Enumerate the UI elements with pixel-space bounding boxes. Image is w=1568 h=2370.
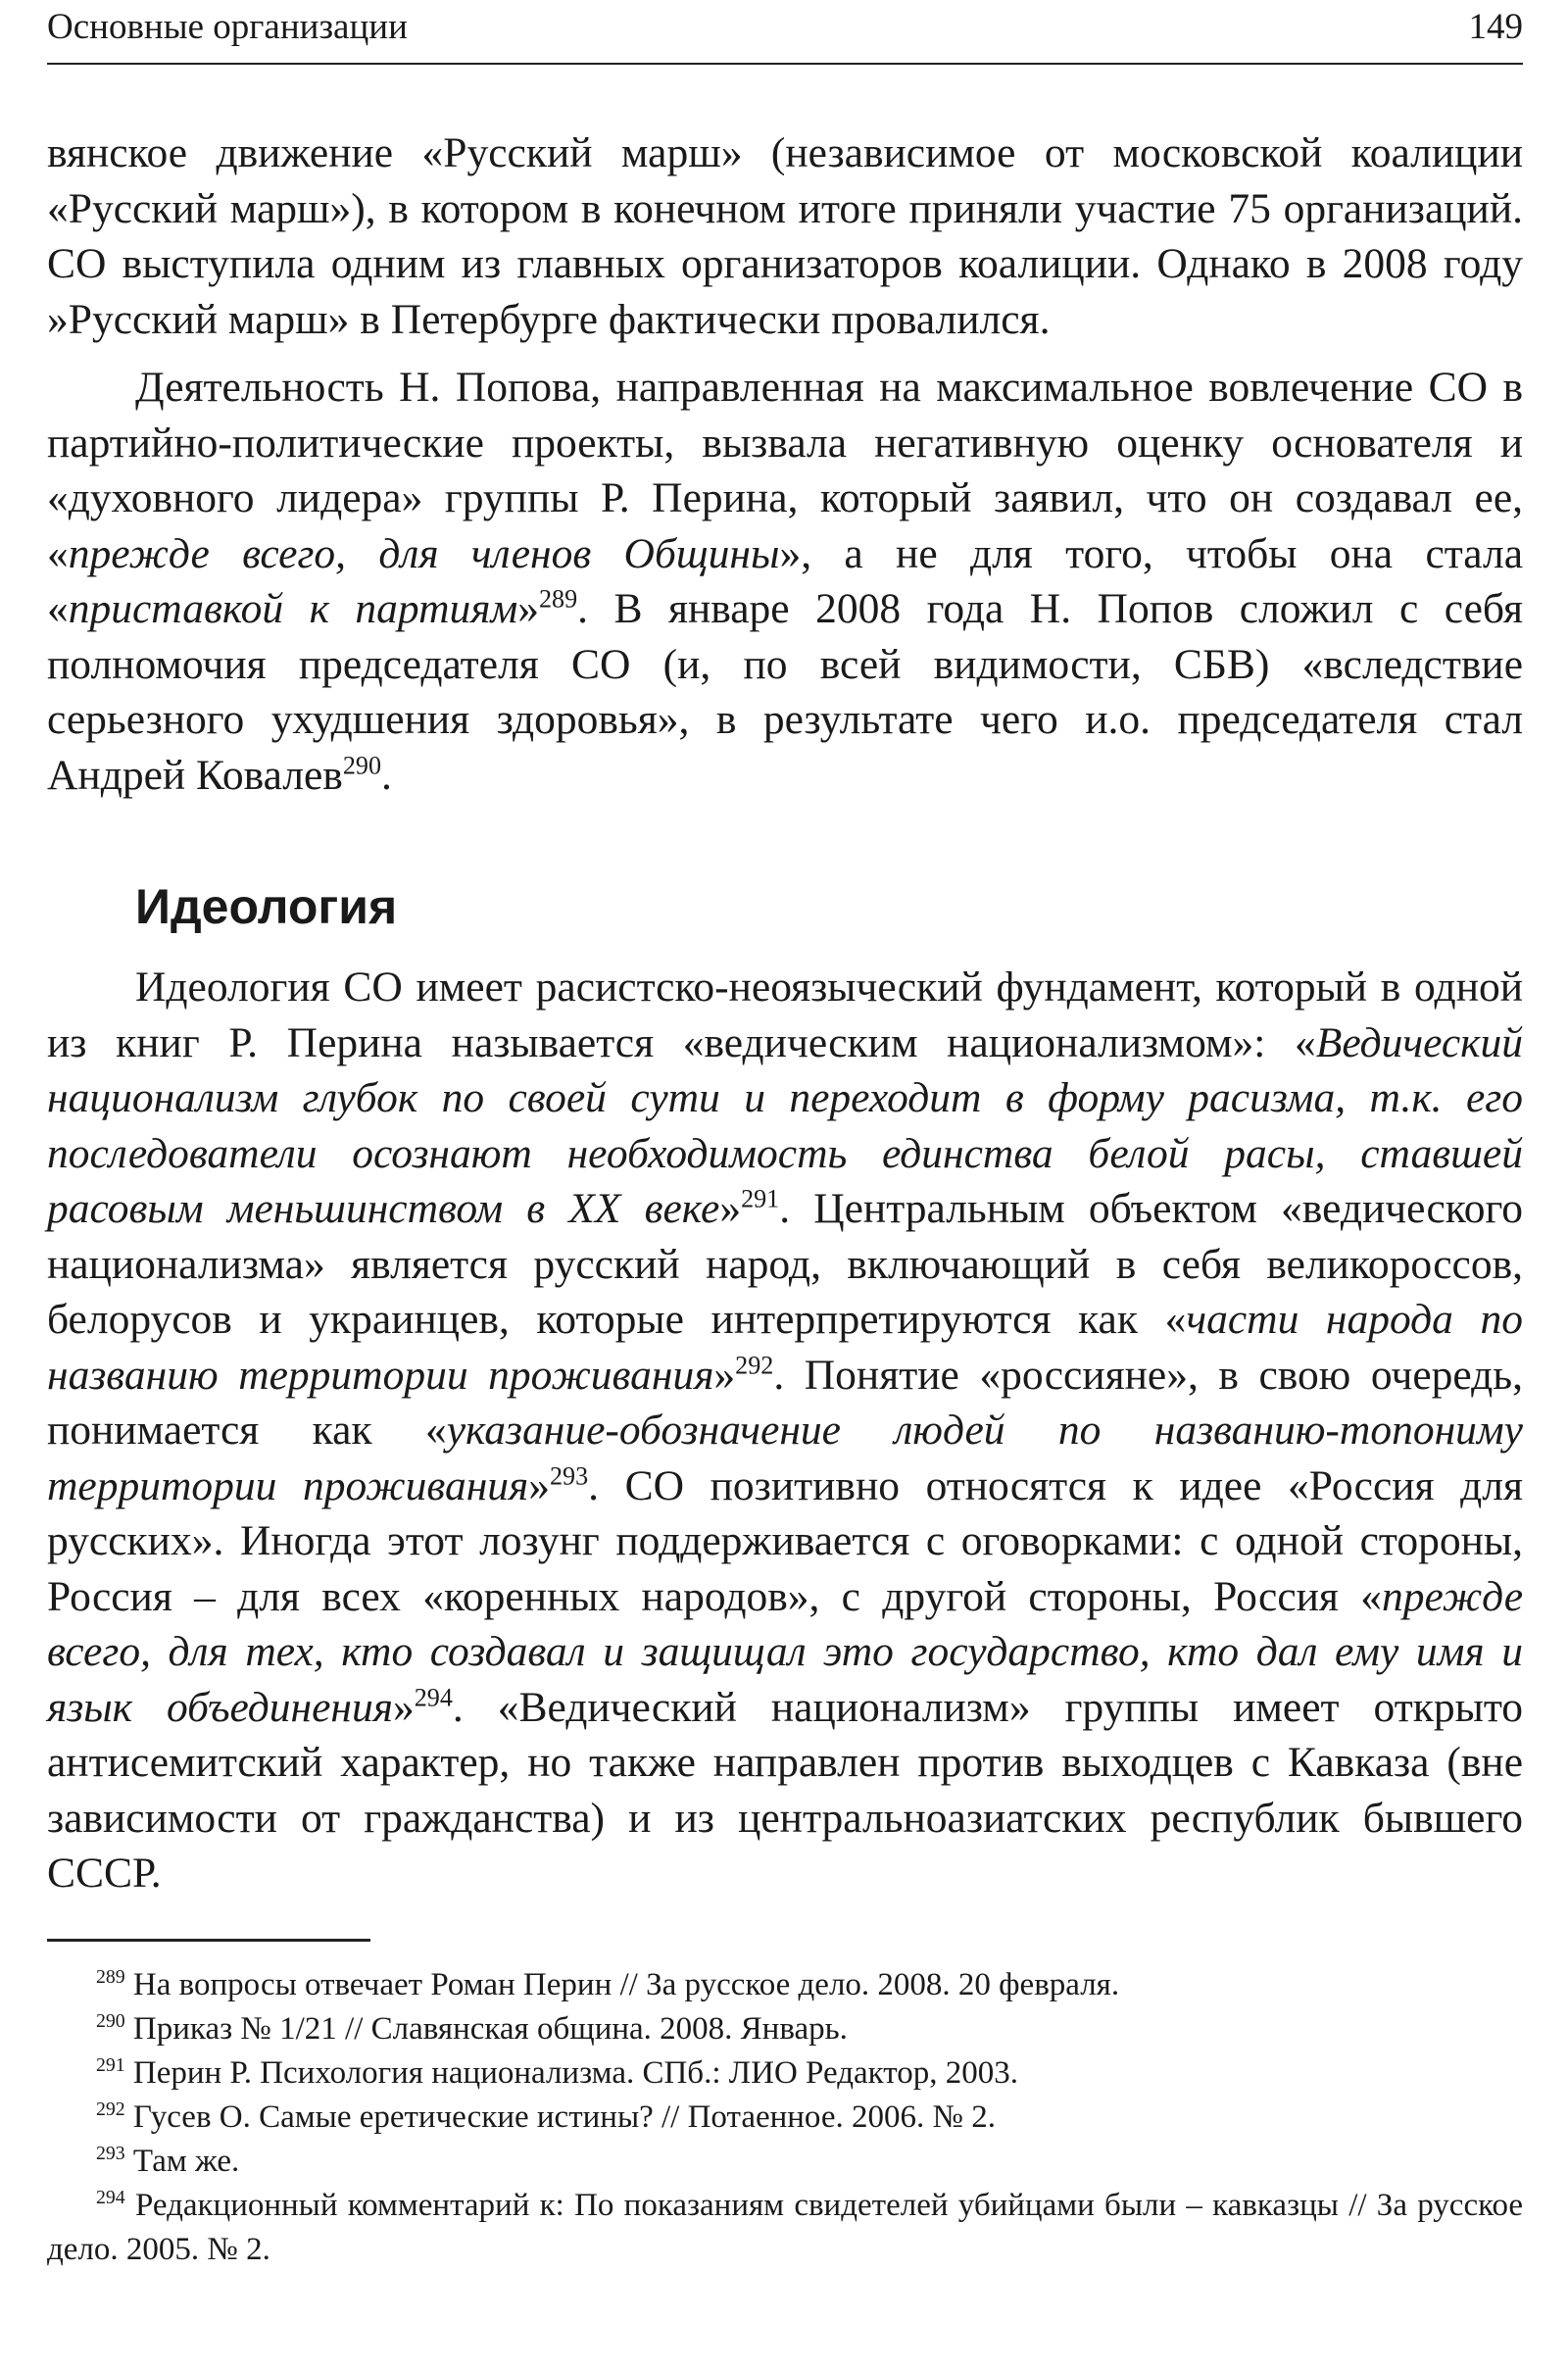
running-title: Основные организации	[47, 7, 408, 47]
footnote-number: 289	[96, 1965, 125, 1988]
footnote-number: 293	[96, 2142, 125, 2164]
italic-quote: указание-обозначение людей по названию-топониму территории проживания	[47, 1407, 1523, 1509]
footnote	[47, 1963, 1523, 2007]
footnote	[47, 2096, 1523, 2140]
text-run: Идеология СО имеет расистско-неоязыческий фундамент, который в одной из книг Р. Перина называется «ведическим национализмом»: «	[47, 963, 1523, 1066]
footnote-ref: 289	[538, 584, 578, 614]
footnote-text: Редакционный комментарий к: По показаниям свидетелей убийцами были – кавказцы // За русское дело. 2005. № 2.	[47, 2187, 1524, 2267]
text-run: .	[381, 751, 392, 799]
italic-quote: Ведический национализм глубок по своей сути и переходит в форму расизма, т.к. его последователи осознают необходимость единства белой расы, ставшей расовым меньшинством в XX веке	[47, 1018, 1523, 1232]
footnote	[47, 2051, 1523, 2096]
text-run: », а не для того, чтобы она стала «	[47, 529, 1523, 632]
text-run: »	[719, 1185, 742, 1232]
page-number: 149	[1468, 7, 1523, 47]
text-run: . СО позитивно относятся к идее «Россия для русских». Иногда этот лозунг поддерживается с оговорками: с одной стороны, Россия – для всех «коренных народов», с другой стороны, Россия «	[47, 1461, 1523, 1620]
italic-quote: приставкой к партиям	[68, 585, 518, 632]
footnote-ref: 294	[414, 1682, 453, 1711]
footnote-ref: 293	[550, 1460, 589, 1490]
footnotes	[47, 1963, 1523, 2272]
footnote-divider	[47, 1939, 370, 1942]
footnote	[47, 2184, 1523, 2272]
footnote-number: 294	[96, 2186, 125, 2208]
footnote	[47, 2007, 1523, 2051]
footnote-text: Гусев О. Самые еретические истины? // Потаенное. 2006. № 2.	[132, 2098, 996, 2135]
footnote-ref: 291	[741, 1184, 780, 1213]
paragraph	[47, 360, 1523, 803]
main-text	[47, 125, 1523, 1901]
footnote-text: Перин Р. Психология национализма. СПб.: ЛИО Редактор, 2003.	[132, 2054, 1018, 2091]
text-run: . «Ведический национализм» группы имеет открыто антисемитский характер, но также направлен против выходцев с Кавказа (вне зависимости от гражданства) и из центральноазиатских республик бывшего СССР.	[47, 1683, 1524, 1897]
text-run: »	[528, 1461, 550, 1509]
text-run: »	[392, 1683, 415, 1731]
text-run: . Понятие «россияне», в свою очередь, понимается как «	[47, 1351, 1523, 1454]
paragraph-continued	[47, 125, 1523, 347]
footnote-ref: 292	[735, 1350, 774, 1379]
text-run: вянское движение «Русский марш» (независимое от московской коалиции «Русский марш»), в котором в конечном итоге приняли участие 75 организаций. СО выступила одним из главных организаторов коалиции. Однако в 2008 году »Русский марш» в Петербурге фактически провалился.	[47, 129, 1523, 343]
footnote-number: 292	[96, 2098, 125, 2120]
footnote	[47, 2140, 1523, 2184]
italic-quote: части народа по названию территории проживания	[47, 1296, 1523, 1399]
footnote-text: На вопросы отвечает Роман Перин // За русское дело. 2008. 20 февраля.	[132, 1966, 1120, 2002]
text-run: »	[713, 1351, 736, 1399]
text-run: »	[517, 585, 539, 632]
text-run: Деятельность Н. Попова, направленная на максимальное вовлечение СО в партийно-политические проекты, вызвала негативную оценку основателя и «духовного лидера» группы Р. Перина, который заявил, что он создавал ее, «	[47, 364, 1523, 577]
footnote-number: 291	[96, 2053, 125, 2076]
paragraph	[47, 960, 1523, 1901]
footnote-ref: 290	[342, 750, 381, 779]
footnote-text: Приказ № 1/21 // Славянская община. 2008. Январь.	[132, 2010, 848, 2047]
footnote-number: 290	[96, 2009, 125, 2032]
section-heading: Идеология	[135, 879, 398, 934]
book-page	[47, 0, 1523, 2272]
text-run: . В январе 2008 года Н. Попов сложил с себя полномочия председателя СО (и, по всей видимости, СБВ) «вследствие серьезного ухудшения здоровья», в результате чего и.о. председателя стал Андрей Ковалев	[47, 585, 1523, 799]
text-run: . Центральным объектом «ведического национализма» является русский народ, включающий в себя великороссов, белорусов и украинцев, которые интерпретируются как «	[47, 1185, 1523, 1343]
italic-quote: прежде всего, для тех, кто создавал и защищал это государство, кто дал ему имя и язык объединения	[47, 1572, 1523, 1731]
page-header	[47, 0, 1523, 65]
footnote-text: Там же.	[132, 2143, 240, 2179]
italic-quote: прежде всего, для членов Общины	[68, 529, 780, 577]
